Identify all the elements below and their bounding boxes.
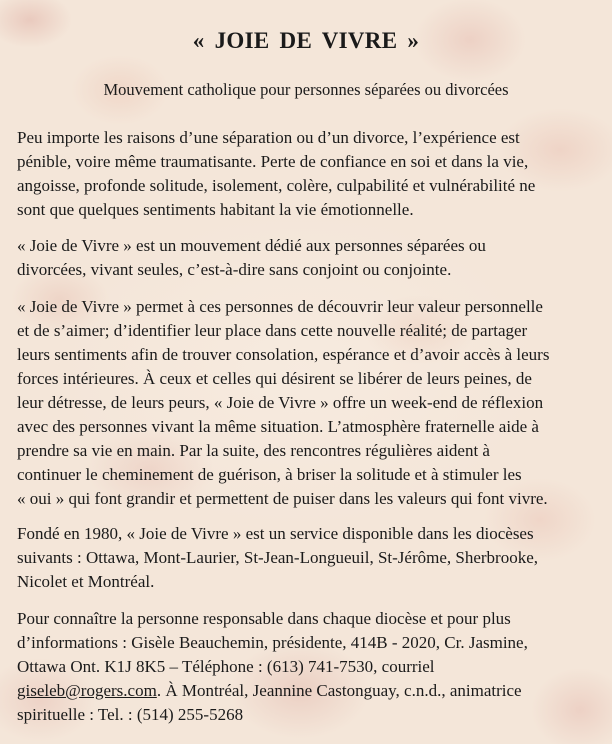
- text-line: avec des personnes vivant la même situation. L’atmosphère fraternelle aide à: [17, 417, 539, 436]
- text-line: leur détresse, de leurs peurs, « Joie de Vivre » offre un week-end de réflexion: [17, 393, 544, 412]
- text-line: forces intérieures. À ceux et celles qui désirent se libérer de leurs peines, de: [17, 369, 532, 388]
- paragraph-history: [17, 522, 607, 594]
- text-line: « oui » qui font grandir et permettent de puiser dans les valeurs qui font vivre.: [17, 489, 548, 508]
- paragraph-definition: [17, 234, 607, 282]
- text-line: prendre sa vie en main. Par la suite, des rencontres régulières aident à: [17, 441, 490, 460]
- paragraph-contact: [17, 607, 607, 727]
- contact-line: spirituelle : Tel. : (514) 255-5268: [17, 705, 244, 724]
- text-line: leurs sentiments afin de trouver consolation, espérance et d’avoir accès à leurs: [17, 345, 550, 364]
- text-line: « Joie de Vivre » est un mouvement dédié aux personnes séparées ou: [17, 236, 486, 255]
- document-title: « JOIE DE VIVRE »: [192, 28, 420, 53]
- contact-line: Ottawa Ont. K1J 8K5 – Téléphone : (613) 741-7530, courriel: [17, 657, 435, 676]
- document-subtitle: Mouvement catholique pour personnes séparées ou divorcées: [103, 80, 509, 99]
- contact-line-email: [17, 679, 607, 703]
- text-line: et de s’aimer; d’identifier leur place dans cette nouvelle réalité; de partager: [17, 321, 528, 340]
- text-line: suivants : Ottawa, Mont-Laurier, St-Jean-Longueuil, St-Jérôme, Sherbrooke,: [17, 548, 539, 567]
- text-line: pénible, voire même traumatisante. Perte de confiance en soi et dans la vie,: [17, 152, 529, 171]
- text-line: continuer le cheminement de guérison, à briser la solitude et à stimuler les: [17, 465, 522, 484]
- text-line: Nicolet et Montréal.: [17, 572, 155, 591]
- text-line: angoisse, profonde solitude, isolement, colère, culpabilité et vulnérabilité ne: [17, 176, 536, 195]
- text-line: Peu importe les raisons d’une séparation ou d’un divorce, l’expérience est: [17, 128, 520, 147]
- text-line: sont que quelques sentiments habitant la vie émotionnelle.: [17, 200, 414, 219]
- contact-line: d’informations : Gisèle Beauchemin, présidente, 414B - 2020, Cr. Jasmine,: [17, 633, 528, 652]
- email-link[interactable]: giseleb@rogers.com: [17, 681, 157, 700]
- text-line: divorcées, vivant seules, c’est-à-dire sans conjoint ou conjointe.: [17, 260, 452, 279]
- contact-line-rest: . À Montréal, Jeannine Castonguay, c.n.d., animatrice: [156, 681, 522, 700]
- paragraph-intro: [17, 126, 607, 222]
- paragraph-mission: [17, 295, 607, 511]
- contact-line: Pour connaître la personne responsable dans chaque diocèse et pour plus: [17, 609, 511, 628]
- text-line: « Joie de Vivre » permet à ces personnes de découvrir leur valeur personnelle: [17, 297, 543, 316]
- text-line: Fondé en 1980, « Joie de Vivre » est un service disponible dans les diocèses: [17, 524, 534, 543]
